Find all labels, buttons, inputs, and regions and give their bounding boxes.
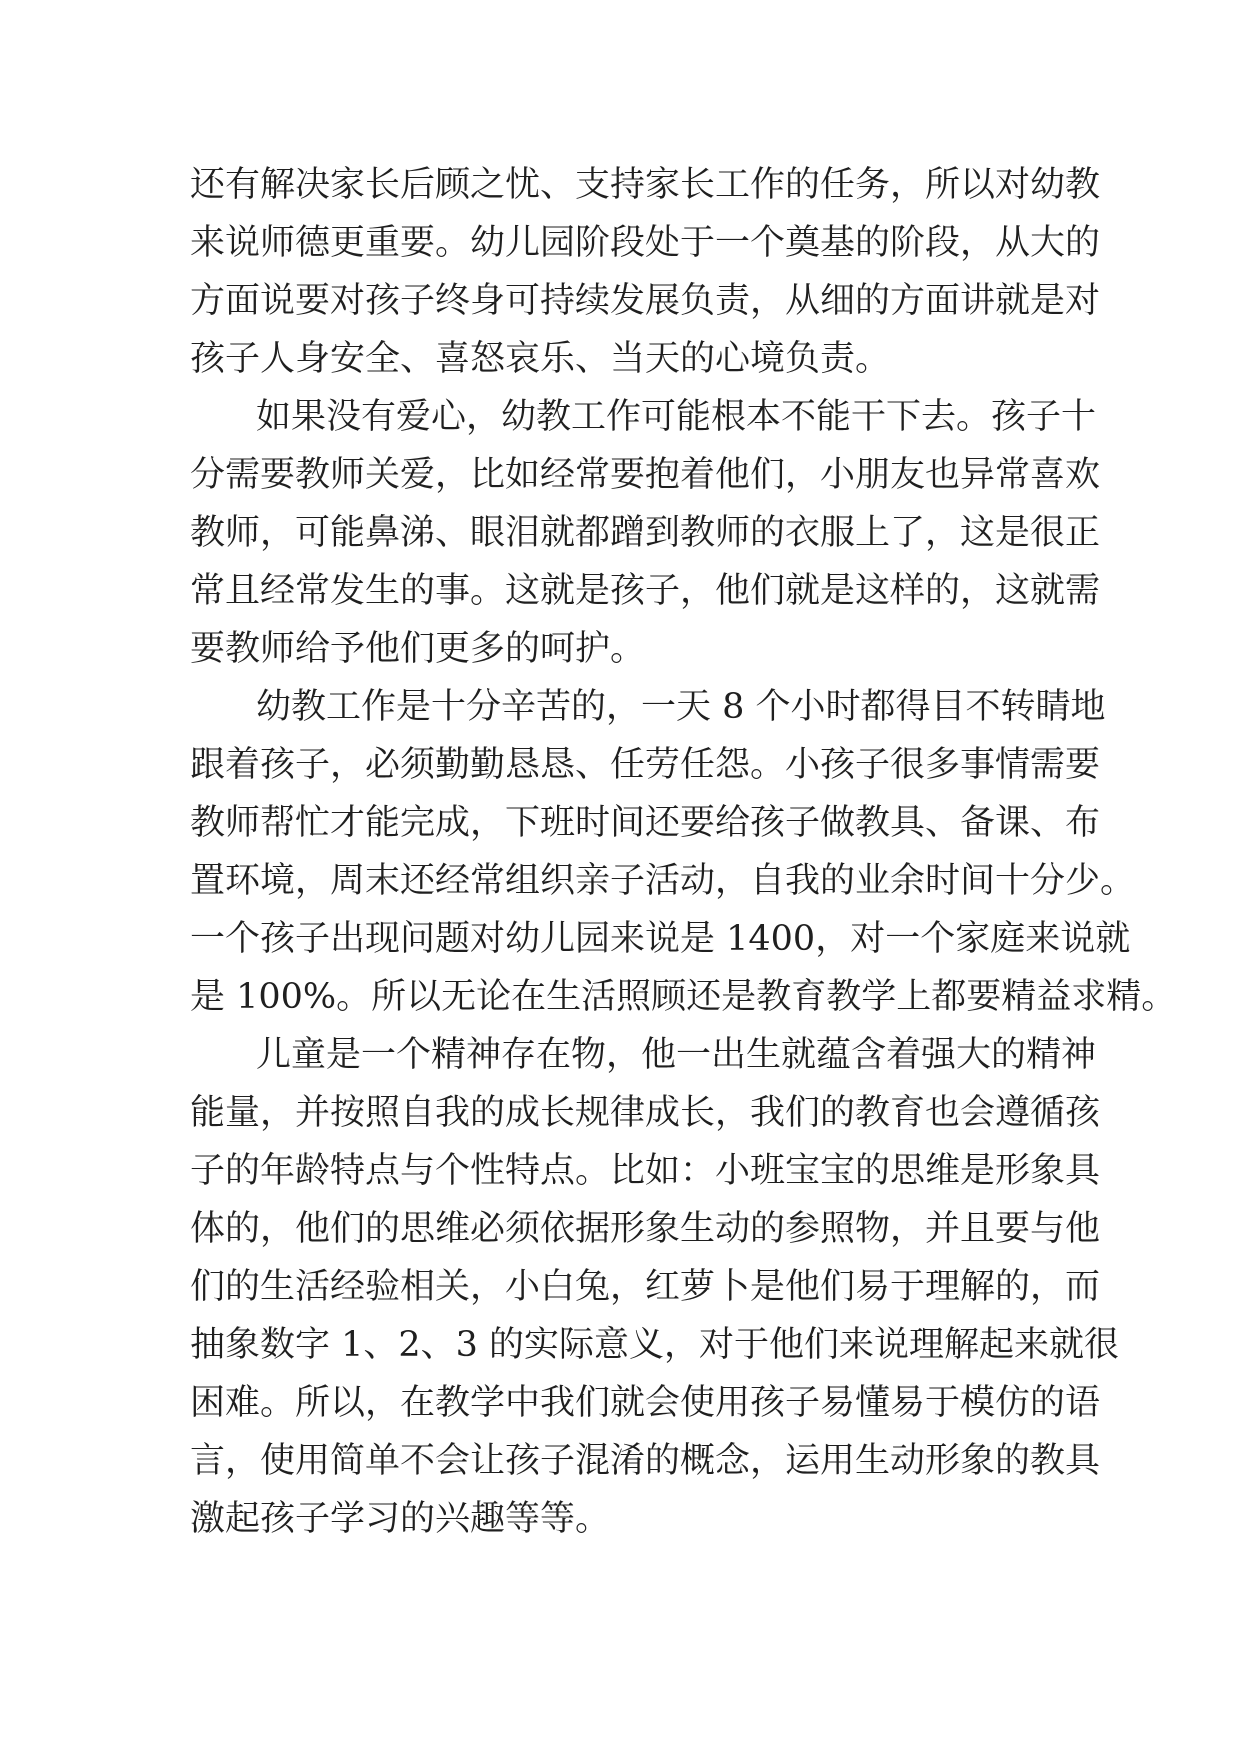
text-line: 方面说要对孩子终身可持续发展负责，从细的方面讲就是对 <box>190 281 1101 321</box>
text-line: 教师，可能鼻涕、眼泪就都蹭到教师的衣服上了，这是很正 <box>190 513 1101 553</box>
paragraph-first-line: 如果没有爱心，幼教工作可能根本不能干下去。孩子十 <box>256 397 1097 437</box>
text-line: 能量，并按照自我的成长规律成长，我们的教育也会遵循孩 <box>190 1093 1101 1133</box>
text-line: 分需要教师关爱，比如经常要抱着他们，小朋友也异常喜欢 <box>190 455 1101 495</box>
text-line: 体的，他们的思维必须依据形象生动的参照物，并且要与他 <box>190 1209 1101 1249</box>
paragraph-first-line: 儿童是一个精神存在物，他一出生就蕴含着强大的精神 <box>256 1035 1097 1075</box>
text-line: 还有解决家长后顾之忧、支持家长工作的任务，所以对幼教 <box>190 165 1101 205</box>
text-line: 子的年龄特点与个性特点。比如：小班宝宝的思维是形象具 <box>190 1151 1101 1191</box>
text-line: 教师帮忙才能完成，下班时间还要给孩子做教具、备课、布 <box>190 803 1101 843</box>
text-line: 言，使用简单不会让孩子混淆的概念，运用生动形象的教具 <box>190 1441 1101 1481</box>
text-line: 抽象数字 1、2、3 的实际意义，对于他们来说理解起来就很 <box>190 1325 1120 1365</box>
text-line: 来说师德更重要。幼儿园阶段处于一个奠基的阶段，从大的 <box>190 223 1101 263</box>
text-line: 置环境，周末还经常组织亲子活动，自我的业余时间十分少。 <box>190 861 1136 901</box>
paragraph-first-line: 幼教工作是十分辛苦的，一天 8 个小时都得目不转睛地 <box>256 687 1106 727</box>
text-line: 困难。所以，在教学中我们就会使用孩子易懂易于模仿的语 <box>190 1383 1101 1423</box>
text-line: 一个孩子出现问题对幼儿园来说是 1400，对一个家庭来说就 <box>190 919 1131 959</box>
text-line: 跟着孩子，必须勤勤恳恳、任劳任怨。小孩子很多事情需要 <box>190 745 1101 785</box>
text-line: 要教师给予他们更多的呵护。 <box>190 629 646 669</box>
text-line: 激起孩子学习的兴趣等等。 <box>190 1499 611 1539</box>
text-line: 常且经常发生的事。这就是孩子，他们就是这样的，这就需 <box>190 571 1101 611</box>
text-line: 们的生活经验相关，小白兔，红萝卜是他们易于理解的，而 <box>190 1267 1101 1307</box>
text-line: 孩子人身安全、喜怒哀乐、当天的心境负责。 <box>190 339 891 379</box>
text-line: 是 100%。所以无论在生活照顾还是教育教学上都要精益求精。 <box>190 977 1177 1017</box>
